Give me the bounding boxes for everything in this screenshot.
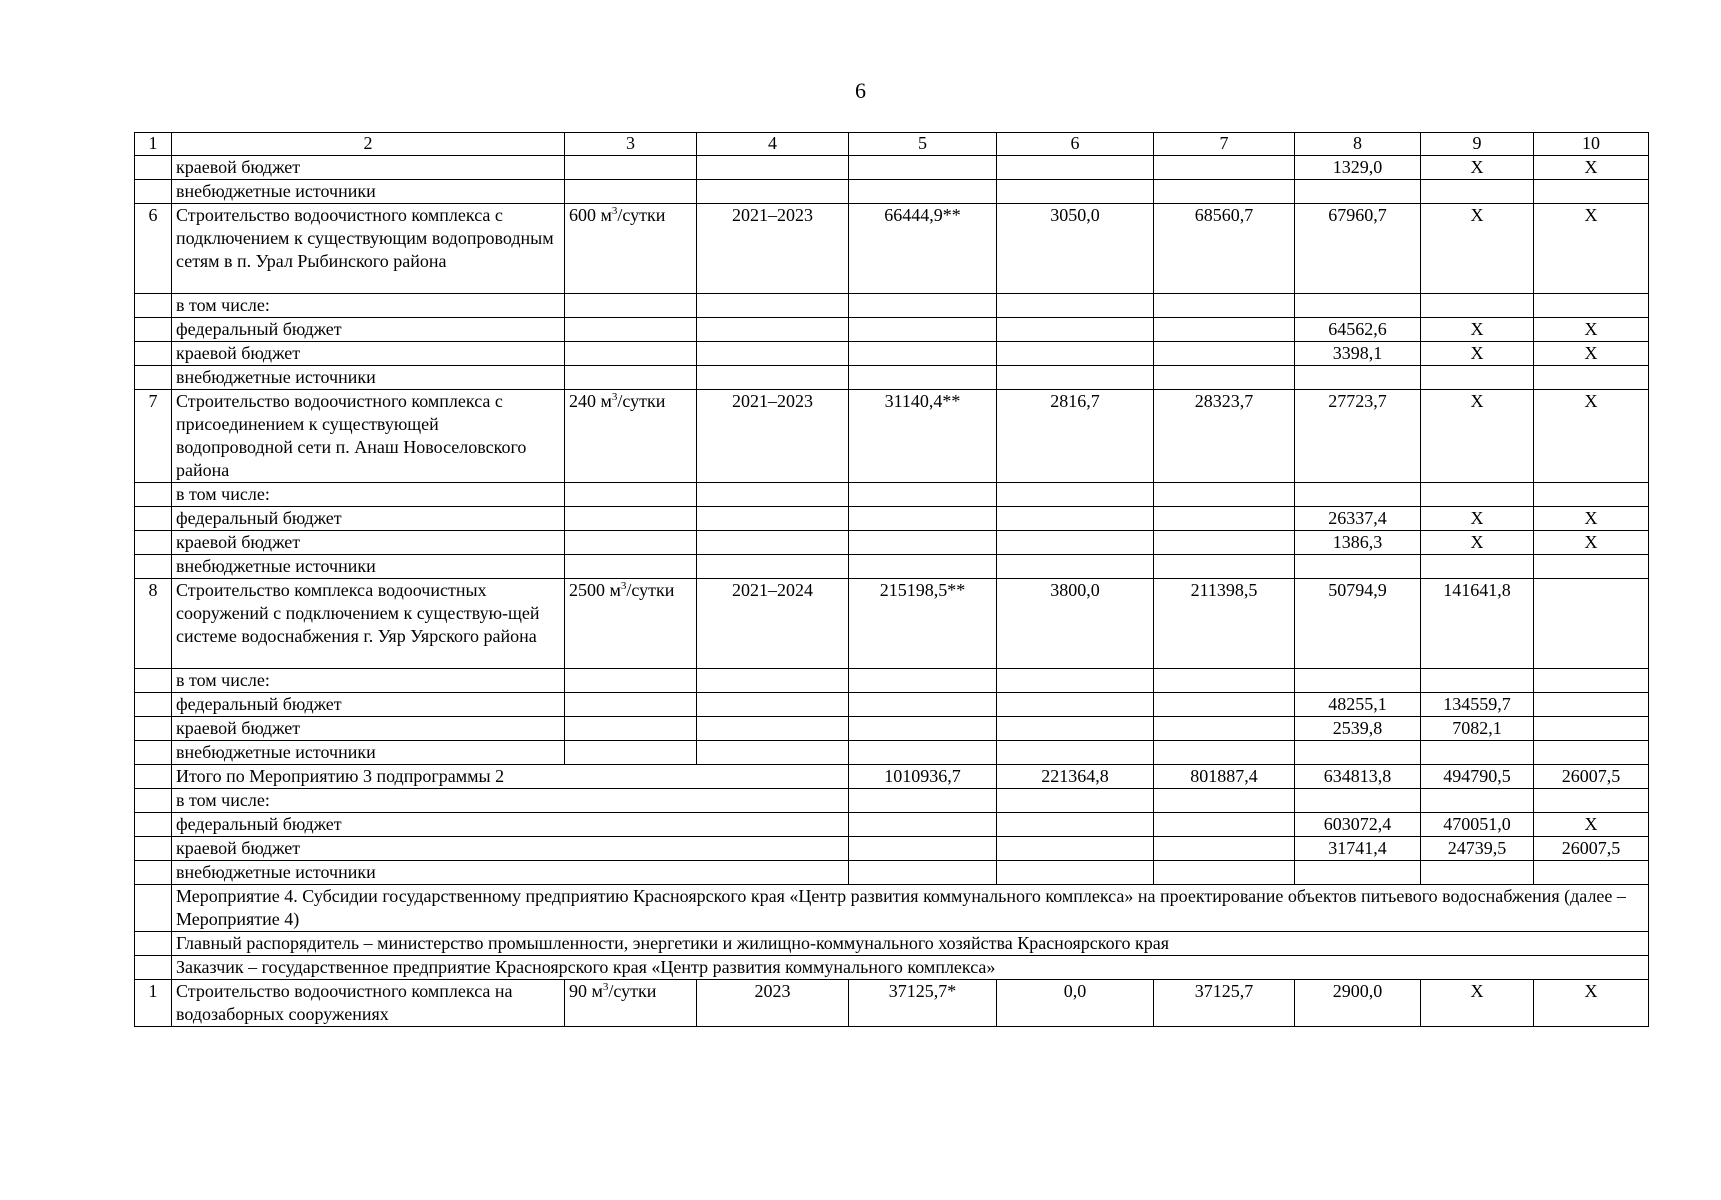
table-row xyxy=(135,531,1649,555)
capacity-cell: 600 $м^3$/сутки xyxy=(565,204,697,294)
value-cell: X xyxy=(1534,318,1649,342)
period-cell: 2021–2023 xyxy=(697,390,849,483)
project-row xyxy=(135,390,1649,483)
header-cell: 5 xyxy=(849,133,997,156)
value-cell: X xyxy=(1534,507,1649,531)
section-row xyxy=(135,885,1649,932)
value-cell: 7082,1 xyxy=(1421,717,1534,741)
table-row xyxy=(135,555,1649,579)
value-cell: 3050,0 xyxy=(997,204,1154,294)
row-number: 6 xyxy=(135,204,172,294)
value-cell: X xyxy=(1534,204,1649,294)
value-cell: 28323,7 xyxy=(1154,390,1295,483)
value-cell: X xyxy=(1534,390,1649,483)
row-label: краевой бюджет xyxy=(172,342,565,366)
value-cell: 27723,7 xyxy=(1295,390,1421,483)
total-label: Итого по Мероприятию 3 подпрограммы 2 xyxy=(172,765,849,789)
table-row xyxy=(135,366,1649,390)
value-cell: X xyxy=(1534,980,1649,1027)
project-row xyxy=(135,980,1649,1027)
row-label: внебюджетные источники xyxy=(172,861,849,885)
header-cell: 1 xyxy=(135,133,172,156)
header-cell: 2 xyxy=(172,133,565,156)
section-row xyxy=(135,932,1649,956)
header-cell: 6 xyxy=(997,133,1154,156)
value-cell: 221364,8 xyxy=(997,765,1154,789)
row-label: в том числе: xyxy=(172,294,565,318)
project-row xyxy=(135,204,1649,294)
header-cell: 9 xyxy=(1421,133,1534,156)
project-name: Строительство комплекса водоочистных сооружений с подключением к существую-щей системе водоснабжения г. Уяр Уярского района xyxy=(172,579,565,669)
value-cell: X xyxy=(1421,156,1534,180)
row-label: федеральный бюджет xyxy=(172,507,565,531)
measure-title: Мероприятие 4. Субсидии государственному предприятию Красноярского края «Центр развития коммунального комплекса» на проектирование объектов питьевого водоснабжения (далее – Мероприятие 4) xyxy=(172,885,1649,932)
section-row xyxy=(135,956,1649,980)
value-cell: 3398,1 xyxy=(1295,342,1421,366)
value-cell: 2816,7 xyxy=(997,390,1154,483)
value-cell: 603072,4 xyxy=(1295,813,1421,837)
row-label: краевой бюджет xyxy=(172,531,565,555)
table-row xyxy=(135,861,1649,885)
value-cell: X xyxy=(1534,342,1649,366)
page-number: 6 xyxy=(855,78,866,103)
capacity-cell: 240 $м^3$/сутки xyxy=(565,390,697,483)
value-cell: 141641,8 xyxy=(1421,579,1534,669)
header-cell: 4 xyxy=(697,133,849,156)
value-cell xyxy=(1534,579,1649,669)
value-cell: 0,0 xyxy=(997,980,1154,1027)
value-cell: X xyxy=(1534,813,1649,837)
row-label: внебюджетные источники xyxy=(172,741,565,765)
project-row xyxy=(135,579,1649,669)
row-label: внебюджетные источники xyxy=(172,555,565,579)
table-row xyxy=(135,669,1649,693)
table-row xyxy=(135,483,1649,507)
value-cell: X xyxy=(1421,507,1534,531)
capacity-cell: 90 $м^3$/сутки xyxy=(565,980,697,1027)
row-label: в том числе: xyxy=(172,789,849,813)
value-cell: 1386,3 xyxy=(1295,531,1421,555)
row-label: внебюджетные источники xyxy=(172,180,565,204)
value-cell: 2900,0 xyxy=(1295,980,1421,1027)
header-cell: 10 xyxy=(1534,133,1649,156)
value-cell: 24739,5 xyxy=(1421,837,1534,861)
row-label: внебюджетные источники xyxy=(172,366,565,390)
value-cell xyxy=(1534,717,1649,741)
table-row xyxy=(135,813,1649,837)
value-cell: 66444,9** xyxy=(849,204,997,294)
table-row xyxy=(135,342,1649,366)
table-row xyxy=(135,318,1649,342)
table-row xyxy=(135,717,1649,741)
row-number: 8 xyxy=(135,579,172,669)
row-label: в том числе: xyxy=(172,483,565,507)
row-label: федеральный бюджет xyxy=(172,813,849,837)
value-cell: 2539,8 xyxy=(1295,717,1421,741)
value-cell: 211398,5 xyxy=(1154,579,1295,669)
value-cell: 37125,7 xyxy=(1154,980,1295,1027)
table-row xyxy=(135,789,1649,813)
value-cell xyxy=(1534,693,1649,717)
row-number: 7 xyxy=(135,390,172,483)
value-cell: 64562,6 xyxy=(1295,318,1421,342)
period-cell: 2021–2024 xyxy=(697,579,849,669)
value-cell: 68560,7 xyxy=(1154,204,1295,294)
capacity-cell: 2500 $м^3$/сутки xyxy=(565,579,697,669)
header-cell: 8 xyxy=(1295,133,1421,156)
row-label: краевой бюджет xyxy=(172,717,565,741)
row-label: федеральный бюджет xyxy=(172,318,565,342)
table-row xyxy=(135,837,1649,861)
value-cell: 26007,5 xyxy=(1534,765,1649,789)
budget-table xyxy=(134,132,1649,1027)
value-cell: X xyxy=(1534,156,1649,180)
value-cell: 1329,0 xyxy=(1295,156,1421,180)
row-label: федеральный бюджет xyxy=(172,693,565,717)
row-label: краевой бюджет xyxy=(172,156,565,180)
value-cell: X xyxy=(1421,342,1534,366)
value-cell: X xyxy=(1421,204,1534,294)
value-cell: 470051,0 xyxy=(1421,813,1534,837)
project-name: Строительство водоочистного комплекса на водозаборных сооружениях xyxy=(172,980,565,1027)
header-cell: 7 xyxy=(1154,133,1295,156)
table-row xyxy=(135,180,1649,204)
value-cell: X xyxy=(1421,390,1534,483)
table-row xyxy=(135,693,1649,717)
value-cell: 134559,7 xyxy=(1421,693,1534,717)
header-row xyxy=(135,133,1649,156)
value-cell: 48255,1 xyxy=(1295,693,1421,717)
value-cell: 3800,0 xyxy=(997,579,1154,669)
total-row xyxy=(135,765,1649,789)
row-number: 1 xyxy=(135,980,172,1027)
value-cell: 634813,8 xyxy=(1295,765,1421,789)
value-cell: 494790,5 xyxy=(1421,765,1534,789)
value-cell: 67960,7 xyxy=(1295,204,1421,294)
value-cell: 26007,5 xyxy=(1534,837,1649,861)
value-cell: 31741,4 xyxy=(1295,837,1421,861)
value-cell: X xyxy=(1534,531,1649,555)
value-cell: X xyxy=(1421,980,1534,1027)
value-cell: 1010936,7 xyxy=(849,765,997,789)
project-name: Строительство водоочистного комплекса с подключением к существующим водопроводным сетям в п. Урал Рыбинского района xyxy=(172,204,565,294)
value-cell: 215198,5** xyxy=(849,579,997,669)
table-row xyxy=(135,294,1649,318)
customer: Заказчик – государственное предприятие Красноярского края «Центр развития коммунального комплекса» xyxy=(172,956,1649,980)
period-cell: 2021–2023 xyxy=(697,204,849,294)
header-cell: 3 xyxy=(565,133,697,156)
row-label: краевой бюджет xyxy=(172,837,849,861)
value-cell: 26337,4 xyxy=(1295,507,1421,531)
table-row xyxy=(135,507,1649,531)
value-cell: 50794,9 xyxy=(1295,579,1421,669)
value-cell: X xyxy=(1421,531,1534,555)
main-manager: Главный распорядитель – министерство промышленности, энергетики и жилищно-коммунального хозяйства Красноярского края xyxy=(172,932,1649,956)
value-cell: X xyxy=(1421,318,1534,342)
row-label: в том числе: xyxy=(172,669,565,693)
period-cell: 2023 xyxy=(697,980,849,1027)
value-cell: 31140,4** xyxy=(849,390,997,483)
value-cell: 37125,7* xyxy=(849,980,997,1027)
table-row xyxy=(135,741,1649,765)
table-row xyxy=(135,156,1649,180)
project-name: Строительство водоочистного комплекса с присоединением к существующей водопроводной сети п. Анаш Новоселовского района xyxy=(172,390,565,483)
value-cell: 801887,4 xyxy=(1154,765,1295,789)
